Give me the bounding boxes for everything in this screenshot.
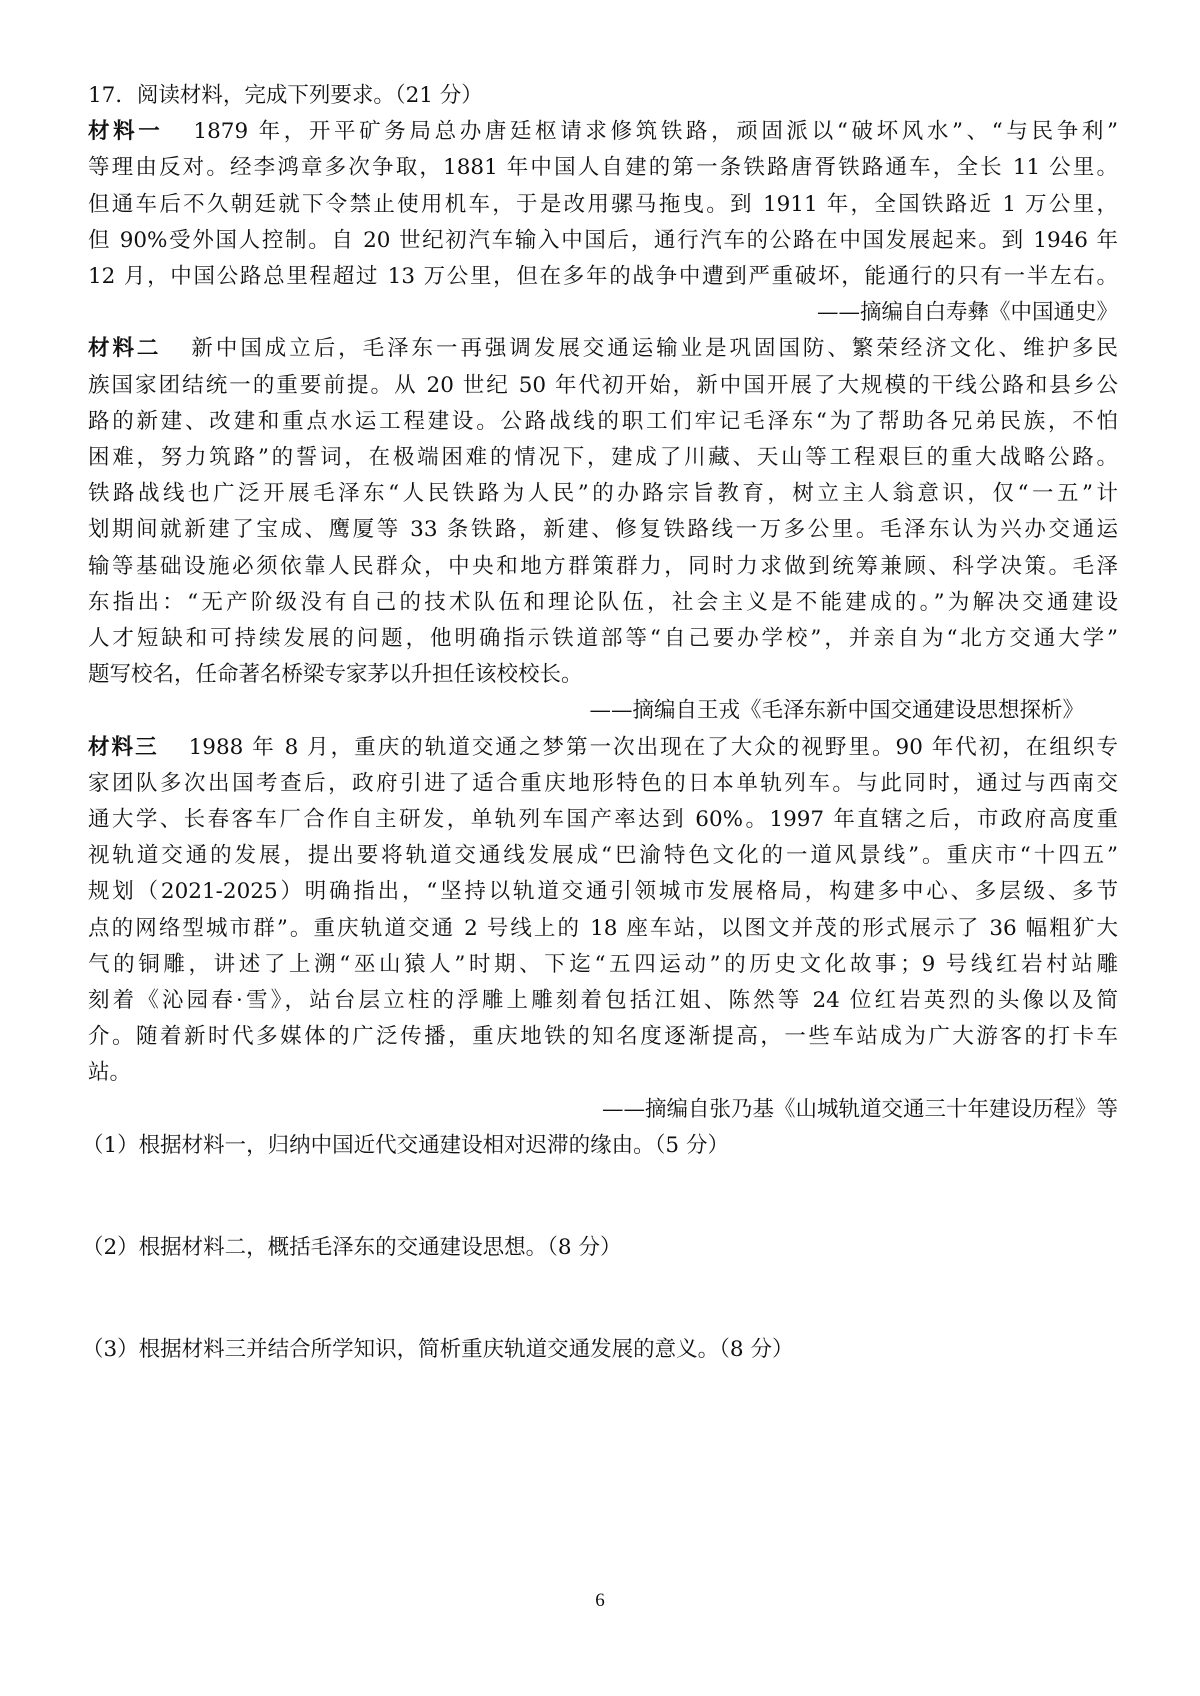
material-two-line: 困难，努力筑路”的誓词，在极端困难的情况下，建成了川藏、天山等工程艰巨的重大战略公路。 — [88, 445, 1118, 471]
material-two-line: 材料二 新中国成立后，毛泽东一再强调发展交通运输业是巩固国防、繁荣经济文化、维护多民 — [88, 336, 1118, 362]
page-number: 6 — [595, 1590, 605, 1611]
material-one — [88, 114, 1118, 331]
material-two-line: 路的新建、改建和重点水运工程建设。公路战线的职工们牢记毛泽东“为了帮助各兄弟民族，不怕 — [88, 408, 1118, 434]
sub-question-2: （2）根据材料二，概括毛泽东的交通建设思想。（8 分） — [82, 1235, 622, 1261]
material-three-line: 规划（2021-2025）明确指出，“坚持以轨道交通引领城市发展格局，构建多中心、多层级、多节 — [88, 879, 1118, 905]
question-title: 17．阅读材料，完成下列要求。（21 分） — [88, 83, 483, 108]
material-three-line: 通大学、长春客车厂合作自主研发，单轨列车国产率达到 60%。1997 年直辖之后，市政府高度重 — [88, 807, 1118, 833]
material-three-label: 材料三 — [88, 734, 159, 760]
material-three-line: 视轨道交通的发展，提出要将轨道交通线发展成“巴渝特色文化的一道风景线”。重庆市“十四五” — [88, 843, 1118, 869]
material-three-line: 站。 — [88, 1060, 132, 1086]
material-two-line: 题写校名，任命著名桥梁专家茅以升担任该校校长。 — [88, 662, 583, 688]
material-three-line: 点的网络型城市群”。重庆轨道交通 2 号线上的 18 座车站，以图文并茂的形式展示了 36 幅粗犷大 — [88, 915, 1118, 941]
material-three-line: 介。随着新时代多媒体的广泛传播，重庆地铁的知名度逐渐提高，一些车站成为广大游客的打卡车 — [88, 1024, 1118, 1050]
material-three — [88, 730, 1118, 1128]
material-one-line: 等理由反对。经李鸿章多次争取，1881 年中国人自建的第一条铁路唐胥铁路通车，全长 11 公里。 — [88, 155, 1118, 181]
material-one-line: 12 月，中国公路总里程超过 13 万公里，但在多年的战争中遭到严重破坏，能通行的只有一半左右。 — [88, 264, 1118, 290]
material-three-line: 家团队多次出国考查后，政府引进了适合重庆地形特色的日本单轨列车。与此同时，通过与西南交 — [88, 770, 1118, 796]
material-one-line: 但通车后不久朝廷就下令禁止使用机车，于是改用骡马拖曳。到 1911 年，全国铁路近 1 万公里， — [88, 191, 1118, 217]
material-two-label: 材料二 — [88, 336, 162, 362]
material-two — [88, 331, 1118, 729]
material-three-line: 刻着《沁园春·雪》，站台层立柱的浮雕上雕刻着包括江姐、陈然等 24 位红岩英烈的头像以及简 — [88, 988, 1118, 1014]
material-one-source: ——摘编自白寿彝《中国通史》 — [816, 300, 1118, 326]
material-two-source: ——摘编自王戎《毛泽东新中国交通建设思想探析》 — [589, 698, 1084, 724]
material-three-line: 气的铜雕，讲述了上溯“巫山猿人”时期、下迄“五四运动”的历史文化故事；9 号线红岩村站雕 — [88, 951, 1118, 977]
sub-question-3: （3）根据材料三并结合所学知识，简析重庆轨道交通发展的意义。（8 分） — [82, 1337, 794, 1363]
material-three-source: ——摘编自张乃基《山城轨道交通三十年建设历程》等 — [601, 1096, 1118, 1122]
material-one-line: 但 90%受外国人控制。自 20 世纪初汽车输入中国后，通行汽车的公路在中国发展起来。到 1946 年 — [88, 227, 1118, 253]
material-three-line: 材料三 1988 年 8 月，重庆的轨道交通之梦第一次出现在了大众的视野里。90 年代初，在组织专 — [88, 734, 1118, 760]
sub-question-1: （1）根据材料一，归纳中国近代交通建设相对迟滞的缘由。（5 分） — [82, 1132, 729, 1158]
material-two-line: 铁路战线也广泛开展毛泽东“人民铁路为人民”的办路宗旨教育，树立主人翁意识，仅“一五”计 — [88, 481, 1118, 507]
exam-page — [82, 78, 1118, 1369]
material-two-line: 族国家团结统一的重要前提。从 20 世纪 50 年代初开始，新中国开展了大规模的干线公路和县乡公 — [88, 372, 1118, 398]
material-one-line: 材料一 1879 年，开平矿务局总办唐廷枢请求修筑铁路，顽固派以“破坏风水”、“与民争利” — [88, 119, 1118, 145]
material-one-label: 材料一 — [88, 119, 164, 145]
material-two-line: 输等基础设施必须依靠人民群众，中央和地方群策群力，同时力求做到统筹兼顾、科学决策。毛泽 — [88, 553, 1118, 579]
material-two-line: 东指出：“无产阶级没有自己的技术队伍和理论队伍，社会主义是不能建成的。”为解决交通建设 — [88, 589, 1118, 615]
material-two-line: 人才短缺和可持续发展的问题，他明确指示铁道部等“自己要办学校”，并亲自为“北方交通大学” — [88, 626, 1118, 652]
material-two-line: 划期间就新建了宝成、鹰厦等 33 条铁路，新建、修复铁路线一万多公里。毛泽东认为兴办交通运 — [88, 517, 1118, 543]
